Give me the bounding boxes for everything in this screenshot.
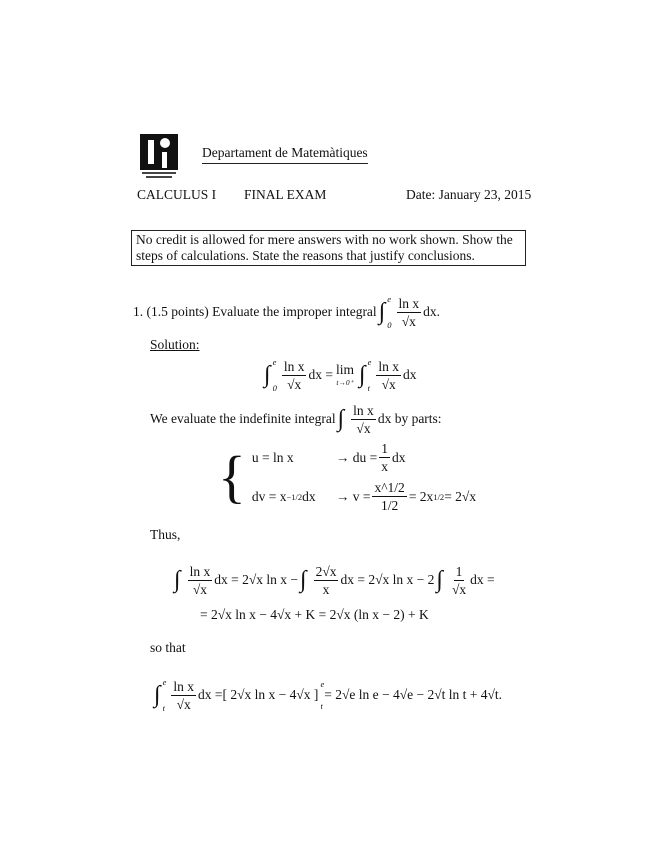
numerator: ln x (189, 563, 211, 579)
system-cell (252, 449, 336, 466)
math-text: dx (391, 449, 406, 465)
math-text: We evaluate the indefinite integral (150, 411, 336, 426)
department-title: Departament de Matemàtiques (202, 145, 368, 164)
math-expression (172, 562, 495, 598)
integral-limits (368, 357, 372, 393)
denominator: √x (381, 376, 396, 392)
evaluation-bracket (223, 679, 325, 711)
limit (336, 362, 354, 388)
upper-limit: e (272, 357, 277, 367)
denominator: √x (356, 420, 371, 436)
equation-limit (262, 357, 416, 393)
fraction (351, 402, 376, 437)
math-expression (150, 401, 442, 437)
fraction (376, 358, 401, 393)
math-expression (252, 450, 294, 466)
integral-symbol: ∫ (436, 567, 443, 593)
fraction (171, 678, 196, 713)
numerator: ln x (378, 358, 399, 374)
lower-limit: 0 (272, 383, 277, 393)
lower-limit: t (367, 383, 370, 393)
math-text: dx. (423, 304, 441, 319)
instructions-box: No credit is allowed for mere answers with no work shown. Show the steps of calculations. State the reasons that justify conclusions. (131, 230, 526, 266)
fraction (314, 563, 339, 598)
integral-sign (300, 562, 309, 598)
lower-limit: t (162, 703, 165, 713)
math-expression (152, 677, 502, 713)
thus-label: Thus, (150, 527, 181, 542)
so-that-label: so that (150, 640, 186, 655)
math-text: → v = (335, 488, 371, 504)
denominator: √x (192, 581, 207, 597)
numerator: 1 (455, 563, 463, 579)
math-expression: dv = x −1/2 dx (251, 488, 316, 504)
math-expression: → v = $\frac{x\^{}1/2}{1/2}$ = 2x 1/2 = 2√x (335, 480, 477, 513)
fraction (397, 295, 422, 330)
numerator: ln x (353, 402, 374, 418)
integral-symbol: ∫ (264, 362, 271, 388)
math-text: = 2√x ln x − 4√x + K = 2√x (ln x − 2) + K (200, 606, 429, 622)
numerator: ln x (398, 295, 420, 311)
integral-symbol: ∫ (378, 299, 386, 325)
math-text: = 2√x (444, 488, 477, 504)
integral-symbol: ∫ (337, 406, 345, 432)
integral-sign (264, 357, 277, 393)
math-text: dx (402, 367, 417, 382)
numerator: ln x (173, 678, 194, 694)
left-brace: { (218, 444, 246, 509)
math-text: 1. (1.5 points) Evaluate the improper integral (133, 304, 377, 319)
denominator: 1/2 (381, 498, 399, 513)
integral-limits (163, 677, 167, 713)
system-cell (336, 440, 476, 475)
fraction (379, 440, 390, 475)
exam-date: Date: January 23, 2015 (406, 187, 532, 202)
upper-limit: e (367, 357, 372, 367)
numerator: 2√x (315, 563, 337, 579)
system-cell (336, 479, 476, 514)
integral-limits (387, 294, 391, 330)
problem-statement (133, 294, 440, 330)
math-text: = 2√e ln e − 4√e − 2√t ln t + 4√t. (324, 687, 503, 702)
integral-sign (379, 294, 392, 330)
integral-symbol: ∫ (154, 682, 161, 708)
exam-title: FINAL EXAM (244, 187, 327, 202)
integral-sign (359, 357, 371, 393)
numerator: x^1/2 (374, 480, 405, 495)
integral-sign (436, 562, 445, 598)
math-expression (200, 607, 429, 623)
math-expression (336, 440, 406, 475)
integral-sign (338, 401, 347, 437)
math-text: u = ln x (251, 449, 294, 465)
math-text: dx by parts: (377, 411, 442, 426)
fraction (282, 358, 307, 393)
math-text: dx = (470, 572, 495, 587)
solution-label: Solution: (150, 337, 200, 352)
math-text: → du = (335, 449, 378, 465)
equation-parts-line1 (172, 562, 495, 598)
fraction (450, 563, 468, 598)
indefinite-integral-line (150, 401, 442, 437)
course-name: CALCULUS I (137, 187, 217, 202)
limit-operator: lim (335, 362, 354, 377)
bracket-expression: [ 2√x ln x − 4√x ] (222, 687, 319, 702)
integral-sign (154, 677, 166, 713)
integral-symbol: ∫ (358, 362, 366, 388)
math-text: dx = 2√x ln x − 2 (340, 572, 435, 587)
integral-sign (174, 562, 183, 598)
lower-limit: t (320, 701, 323, 711)
math-text: dv = x (251, 488, 287, 504)
math-expression (133, 294, 440, 330)
math-text: dx = (198, 687, 223, 702)
parts-system (218, 440, 476, 514)
denominator: √x (451, 581, 467, 597)
denominator: √x (287, 376, 302, 392)
fraction (188, 563, 213, 598)
numerator: 1 (381, 441, 388, 456)
integral-symbol: ∫ (299, 567, 307, 593)
math-text: = 2x (408, 488, 434, 504)
math-text: dx (302, 488, 316, 504)
equation-parts-line2 (200, 606, 429, 623)
denominator: x (381, 459, 388, 474)
denominator: x (322, 581, 330, 597)
denominator: √x (401, 313, 416, 329)
upper-limit: e (162, 677, 167, 687)
math-text: dx = 2√x ln x − (214, 572, 298, 587)
limit-subscript: t→0⁺ (336, 378, 354, 387)
integral-symbol: ∫ (174, 567, 181, 593)
system-cell (252, 488, 336, 505)
lower-limit: 0 (387, 320, 392, 330)
denominator: √x (176, 696, 191, 712)
fraction (372, 479, 406, 514)
equation-definite (152, 677, 502, 713)
university-logo (140, 134, 178, 180)
upper-limit: e (320, 679, 325, 689)
math-text: dx = (308, 367, 333, 382)
integral-limits (273, 357, 277, 393)
upper-limit: e (387, 294, 392, 304)
math-expression (262, 357, 416, 393)
numerator: ln x (283, 358, 305, 374)
